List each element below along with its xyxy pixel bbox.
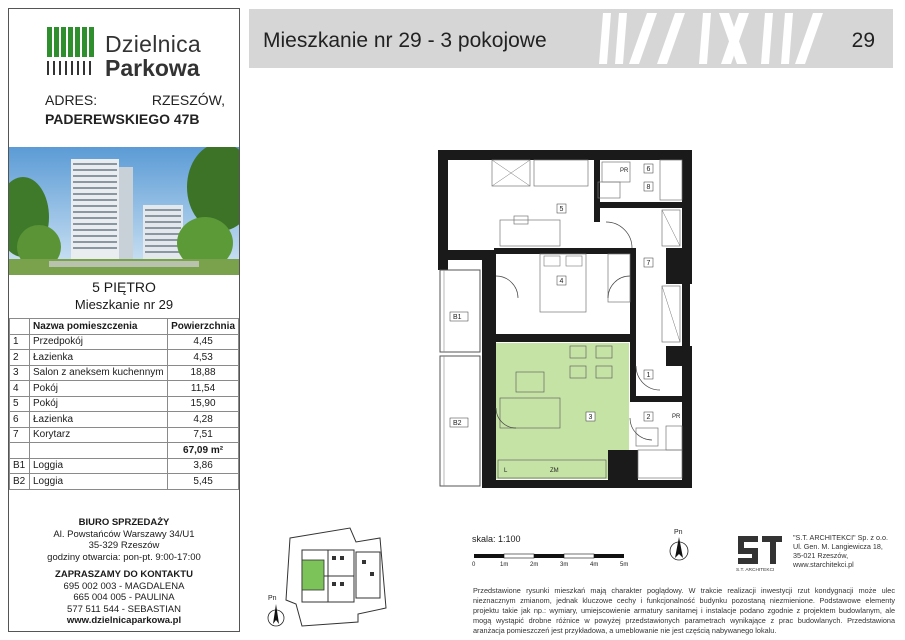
table-row: [10, 350, 239, 366]
room-name: Przedpokój: [30, 334, 168, 350]
contact-phone[interactable]: 665 004 005 - PAULINA: [73, 592, 175, 603]
total-area: 67,09 m²: [168, 443, 239, 459]
room-name: Pokój: [30, 381, 168, 397]
table-header-row: [10, 319, 239, 335]
building-photo: [9, 147, 239, 275]
scale-label: skala: 1:100: [472, 534, 521, 544]
scale-tick: 0: [472, 562, 476, 568]
header-bar: [249, 9, 893, 68]
office-street: Al. Powstańców Warszawy 34/U1: [53, 528, 195, 540]
loggia-name: Loggia: [30, 458, 168, 474]
table-row: [10, 334, 239, 350]
room-no: 7: [10, 427, 30, 443]
room-number-8: 8: [646, 184, 651, 191]
scale-tick: 1m: [500, 562, 509, 568]
table-row: [10, 458, 239, 474]
sales-office-block: [9, 517, 239, 627]
table-row: [10, 365, 239, 381]
fixture-label-pr: PR: [672, 414, 681, 420]
apartment-location-highlight: [302, 560, 324, 590]
office-hours: godziny otwarcia: pon-pt. 9:00-17:00: [47, 551, 201, 563]
table-row: [10, 427, 239, 443]
page-title: Mieszkanie nr 29 - 3 pokojowe: [263, 29, 547, 52]
address-block: [45, 91, 225, 129]
scale-tick: 2m: [530, 562, 539, 568]
room-no: 6: [10, 412, 30, 428]
loggia-label-b2: B2: [453, 420, 462, 427]
architect-line: "S.T. ARCHITEKCI" Sp. z o.o.: [793, 533, 888, 542]
table-total-row: [10, 443, 239, 459]
room-name: Korytarz: [30, 427, 168, 443]
scale-tick: 3m: [560, 562, 569, 568]
loggia-area: 3,86: [168, 458, 239, 474]
room-name: Łazienka: [30, 350, 168, 366]
architect-website[interactable]: www.starchitekci.pl: [793, 560, 854, 569]
floor-plan: [430, 150, 700, 495]
scale-tick: 5m: [620, 562, 629, 568]
table-header-no: [10, 319, 30, 335]
table-row: [10, 396, 239, 412]
room-name: Łazienka: [30, 412, 168, 428]
room-number-2: 2: [646, 414, 651, 421]
address-street: PADEREWSKIEGO 47B: [45, 111, 200, 127]
room-number-7: 7: [646, 260, 651, 267]
address-city: RZESZÓW,: [151, 92, 225, 108]
kitchen-label-l: L: [504, 468, 508, 474]
loggia-area: 5,45: [168, 474, 239, 490]
contact-phone[interactable]: 577 511 544 - SEBASTIAN: [67, 603, 181, 615]
contact-phone[interactable]: 695 002 003 - MAGDALENA: [63, 580, 185, 592]
brand-mark-icon: [47, 27, 99, 77]
room-no: 1: [10, 334, 30, 350]
table-row: [10, 474, 239, 490]
room-no: 3: [10, 365, 30, 381]
apartment-label: Mieszkanie nr 29: [74, 297, 174, 312]
room-no: 2: [10, 350, 30, 366]
scale-bar: [472, 552, 637, 574]
table-header-name: Nazwa pomieszczenia: [30, 319, 168, 335]
architect-logo-caption: S.T. ARCHITEKCI: [736, 568, 775, 572]
fixture-label-pr: PR: [620, 168, 629, 174]
disclaimer-text: Przedstawione rysunki mieszkań mają charakter poglądowy. W trakcie realizacji inwestycji rzut kondygnacji może ulec nieznacznym zmianom, jednak kluczowe cechy i funkcjonalność budynku pozostaną niezmienione. Podstawowe elementy projektu takie jak np.: wymiary, umiejscowienie armatury sanitarnej i instalacje podano zgodnie z projektem budowlanym, ale mogą wystąpić drobne różnice w powyżej przedstawionych parametrach wynikające z prac budowlanych. Przedstawiona aranżacja pomieszczeń jest przykładowa, a umeblowanie nie jest częścią nabywanego lokalu.: [473, 586, 895, 635]
brand-name-line2: Parkowa: [105, 55, 200, 81]
room-number-1: 1: [646, 372, 651, 379]
office-city: 35-329 Rzeszów: [88, 540, 160, 551]
room-number-5: 5: [559, 206, 564, 213]
room-area: 4,45: [168, 334, 239, 350]
brand-logo: [47, 19, 227, 79]
address-label: ADRES:: [45, 92, 98, 108]
room-area: 7,51: [168, 427, 239, 443]
room-area: 15,90: [168, 396, 239, 412]
decorative-stripes-icon: [599, 9, 829, 68]
loggia-no: B2: [10, 474, 30, 490]
architect-info: [793, 533, 903, 569]
building-rendering: [9, 147, 239, 275]
room-number-6: 6: [646, 166, 651, 173]
room-area: 18,88: [168, 365, 239, 381]
loggia-no: B1: [10, 458, 30, 474]
room-no: 5: [10, 396, 30, 412]
table-row: [10, 381, 239, 397]
room-number-4: 4: [559, 278, 564, 285]
contact-title: ZAPRASZAMY DO KONTAKTU: [55, 569, 193, 580]
rooms-table: [9, 318, 239, 490]
loggia-name: Loggia: [30, 474, 168, 490]
kitchen-label-zm: ZM: [550, 468, 559, 474]
room-area: 4,53: [168, 350, 239, 366]
table-header-area: Powierzchnia: [168, 319, 239, 335]
architect-line: 35-021 Rzeszów,: [793, 551, 849, 560]
apartment-number: 29: [851, 29, 875, 52]
brand-name-line1: Dzielnica: [105, 31, 202, 57]
key-plan-north-label: Pn: [268, 595, 277, 602]
room-no: 4: [10, 381, 30, 397]
north-label: Pn: [674, 529, 683, 536]
room-name: Pokój: [30, 396, 168, 412]
room-number-3: 3: [588, 414, 593, 421]
architect-line: Ul. Gen. M. Langiewicza 18,: [793, 542, 883, 551]
key-plan-diagram: [262, 520, 392, 632]
scale-tick: 4m: [590, 562, 599, 568]
loggia-label-b1: B1: [453, 314, 462, 321]
north-arrow-icon: [668, 526, 690, 564]
table-row: [10, 412, 239, 428]
floor-label: 5 PIĘTRO: [92, 279, 156, 295]
website-link[interactable]: www.dzielnicaparkowa.pl: [66, 615, 182, 626]
office-title: BIURO SPRZEDAŻY: [78, 517, 170, 528]
room-area: 4,28: [168, 412, 239, 428]
info-panel: [8, 8, 240, 632]
room-area: 11,54: [168, 381, 239, 397]
architect-logo-icon: [736, 532, 786, 572]
room-name: Salon z aneksem kuchennym: [30, 365, 168, 381]
